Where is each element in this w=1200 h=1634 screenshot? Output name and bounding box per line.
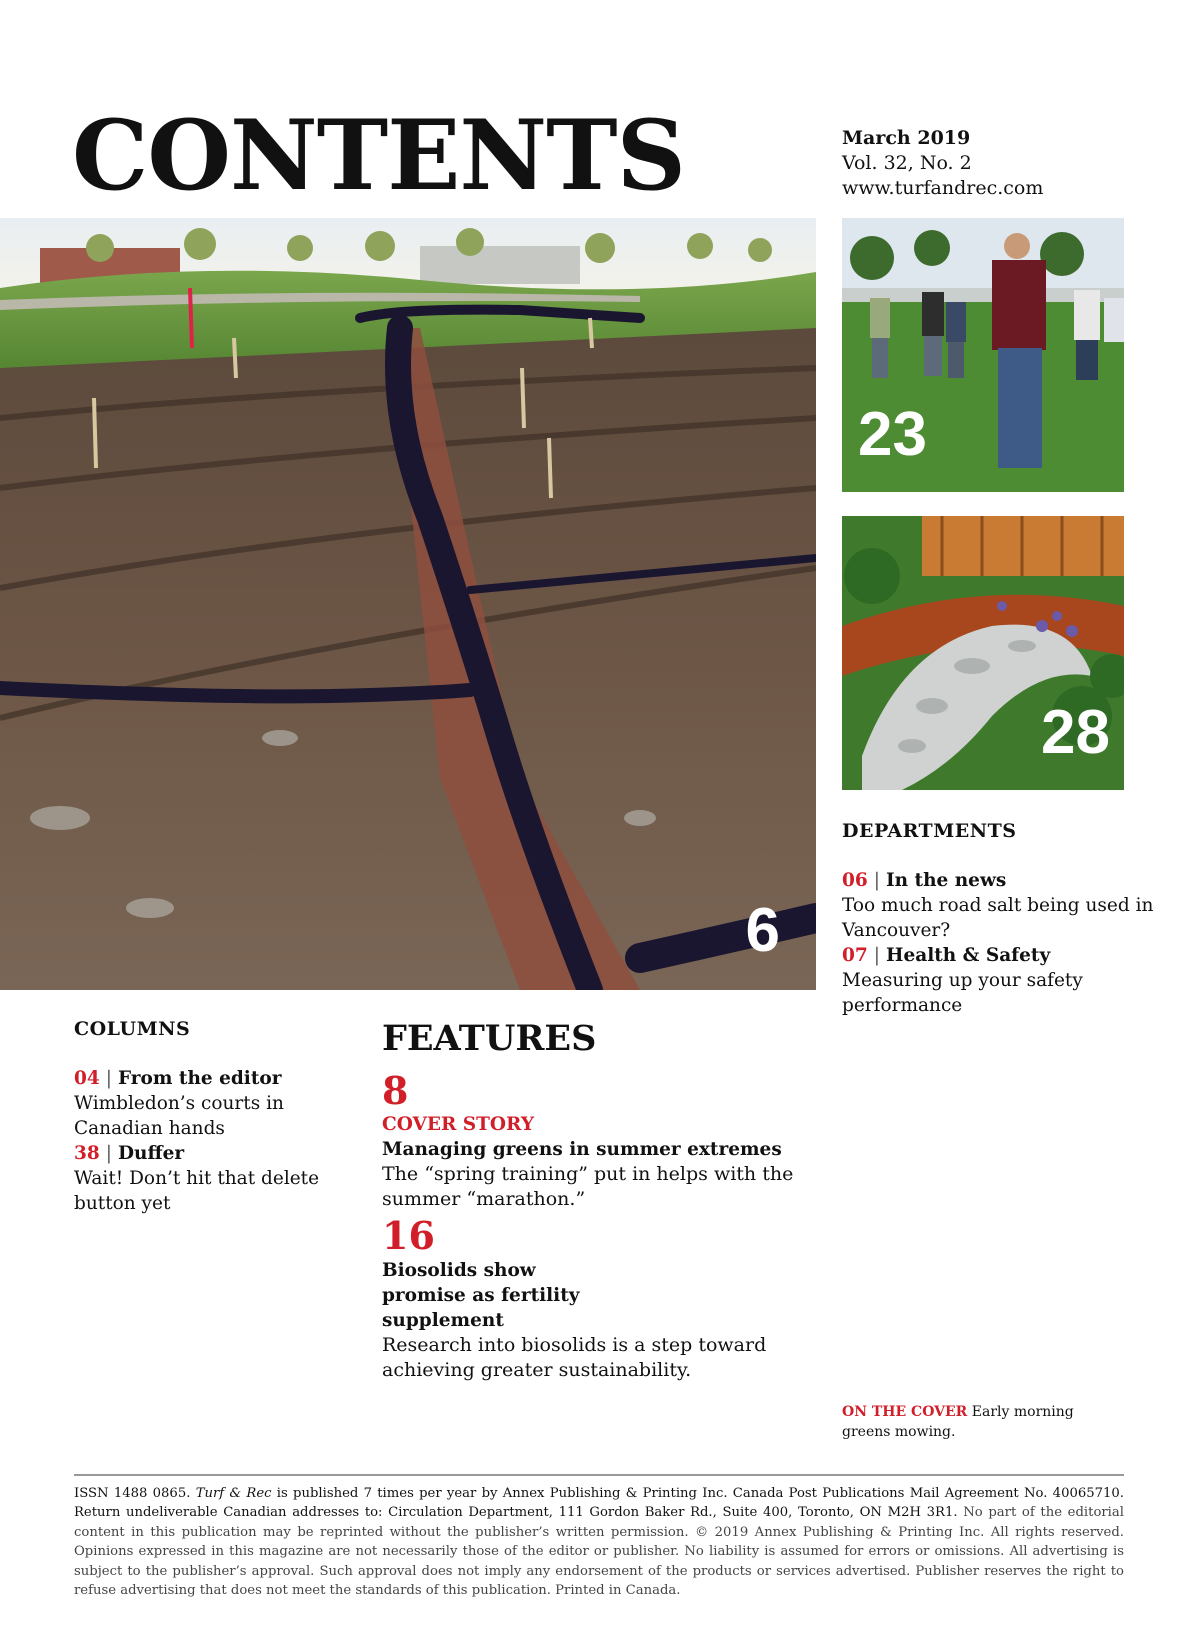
- item-title: Health & Safety: [885, 945, 1051, 966]
- columns-heading: COLUMNS: [74, 1018, 191, 1040]
- item-page: 38: [74, 1143, 100, 1164]
- issue-volume: Vol. 32, No. 2: [842, 152, 972, 174]
- footer-publish-text: is published 7 times per year by Annex Publishing & Printing Inc. Canada Post Publications Mail Agreement No. 40065710. Return undeliverable Canadian addresses to: Circulation Department, 111 Gordon Baker Rd., Suite 400, Toronto, ON M2H 3R1.: [74, 1486, 1124, 1521]
- item-page: 07: [842, 945, 868, 966]
- list-item[interactable]: [74, 1141, 334, 1216]
- feature-desc: The “spring training” put in helps with the summer “marathon.”: [382, 1163, 794, 1210]
- trench-illustration: [0, 218, 816, 990]
- item-desc: Measuring up your safety performance: [842, 970, 1083, 1016]
- item-title: From the editor: [117, 1068, 282, 1089]
- main-photo-drainage-trench[interactable]: [0, 218, 816, 990]
- columns-section: [74, 1018, 334, 1216]
- footer-legal-text: No part of the editorial content in this publication may be reprinted without the publisher’s written permission. © 2019 Annex Publishing & Printing Inc. All rights reserved. Opinions expressed in this magazine are not necessarily those of the editor or publisher. No liability is assumed for errors or omissions. All advertising is subject to the publisher’s approval. Such approval does not imply any endorsement of the products or services advertised. Publisher reserves the right to refuse advertising that does not meet the standards of this publication. Printed in Canada.: [74, 1505, 1124, 1599]
- item-desc: Wimbledon’s courts in Canadian hands: [74, 1093, 284, 1139]
- features-section: [382, 1018, 802, 1383]
- item-page: 06: [842, 870, 868, 891]
- footer-magazine-name: Turf & Rec: [195, 1486, 272, 1501]
- on-cover-label: ON THE COVER: [842, 1404, 968, 1420]
- departments-section: [842, 820, 1172, 1018]
- publication-footer: [74, 1474, 1124, 1600]
- feature-desc: Research into biosolids is a step toward achieving greater sustainability.: [382, 1334, 767, 1381]
- thumb-bottom-page-number: 28: [1041, 698, 1110, 767]
- item-title: In the news: [885, 870, 1007, 891]
- item-separator: |: [105, 1143, 112, 1164]
- feature-title: Managing greens in summer extremes: [382, 1139, 782, 1160]
- thumb-photo-rock-garden[interactable]: [842, 516, 1124, 790]
- item-desc: Wait! Don’t hit that delete button yet: [74, 1168, 320, 1214]
- item-page: 04: [74, 1068, 100, 1089]
- on-the-cover-note: [842, 1402, 1112, 1442]
- features-heading: FEATURES: [382, 1018, 597, 1059]
- item-separator: |: [873, 870, 880, 891]
- main-photo-page-number: 6: [745, 896, 780, 965]
- footer-issn: ISSN 1488 0865.: [74, 1486, 191, 1501]
- feature-page: 8: [382, 1068, 409, 1113]
- item-desc: Too much road salt being used in Vancouver?: [842, 895, 1154, 941]
- list-item[interactable]: [842, 868, 1172, 943]
- issue-date: March 2019: [842, 127, 971, 149]
- departments-heading: DEPARTMENTS: [842, 820, 1017, 842]
- on-cover-text: Early morning greens mowing.: [842, 1404, 1074, 1440]
- thumb-photo-field-demo[interactable]: [842, 218, 1124, 492]
- list-item[interactable]: [74, 1066, 334, 1141]
- issue-info: [842, 126, 1043, 201]
- list-item[interactable]: [842, 943, 1172, 1018]
- item-separator: |: [105, 1068, 112, 1089]
- page-title: CONTENTS: [72, 99, 685, 212]
- feature-kicker: COVER STORY: [382, 1114, 535, 1135]
- feature-title: Biosolids show promise as fertility supplement: [382, 1260, 580, 1331]
- item-title: Duffer: [117, 1143, 185, 1164]
- feature-item[interactable]: [382, 1069, 802, 1212]
- feature-item[interactable]: [382, 1214, 802, 1383]
- item-separator: |: [873, 945, 880, 966]
- website-link[interactable]: www.turfandrec.com: [842, 177, 1044, 199]
- feature-page: 16: [382, 1213, 435, 1258]
- thumb-top-page-number: 23: [858, 400, 927, 469]
